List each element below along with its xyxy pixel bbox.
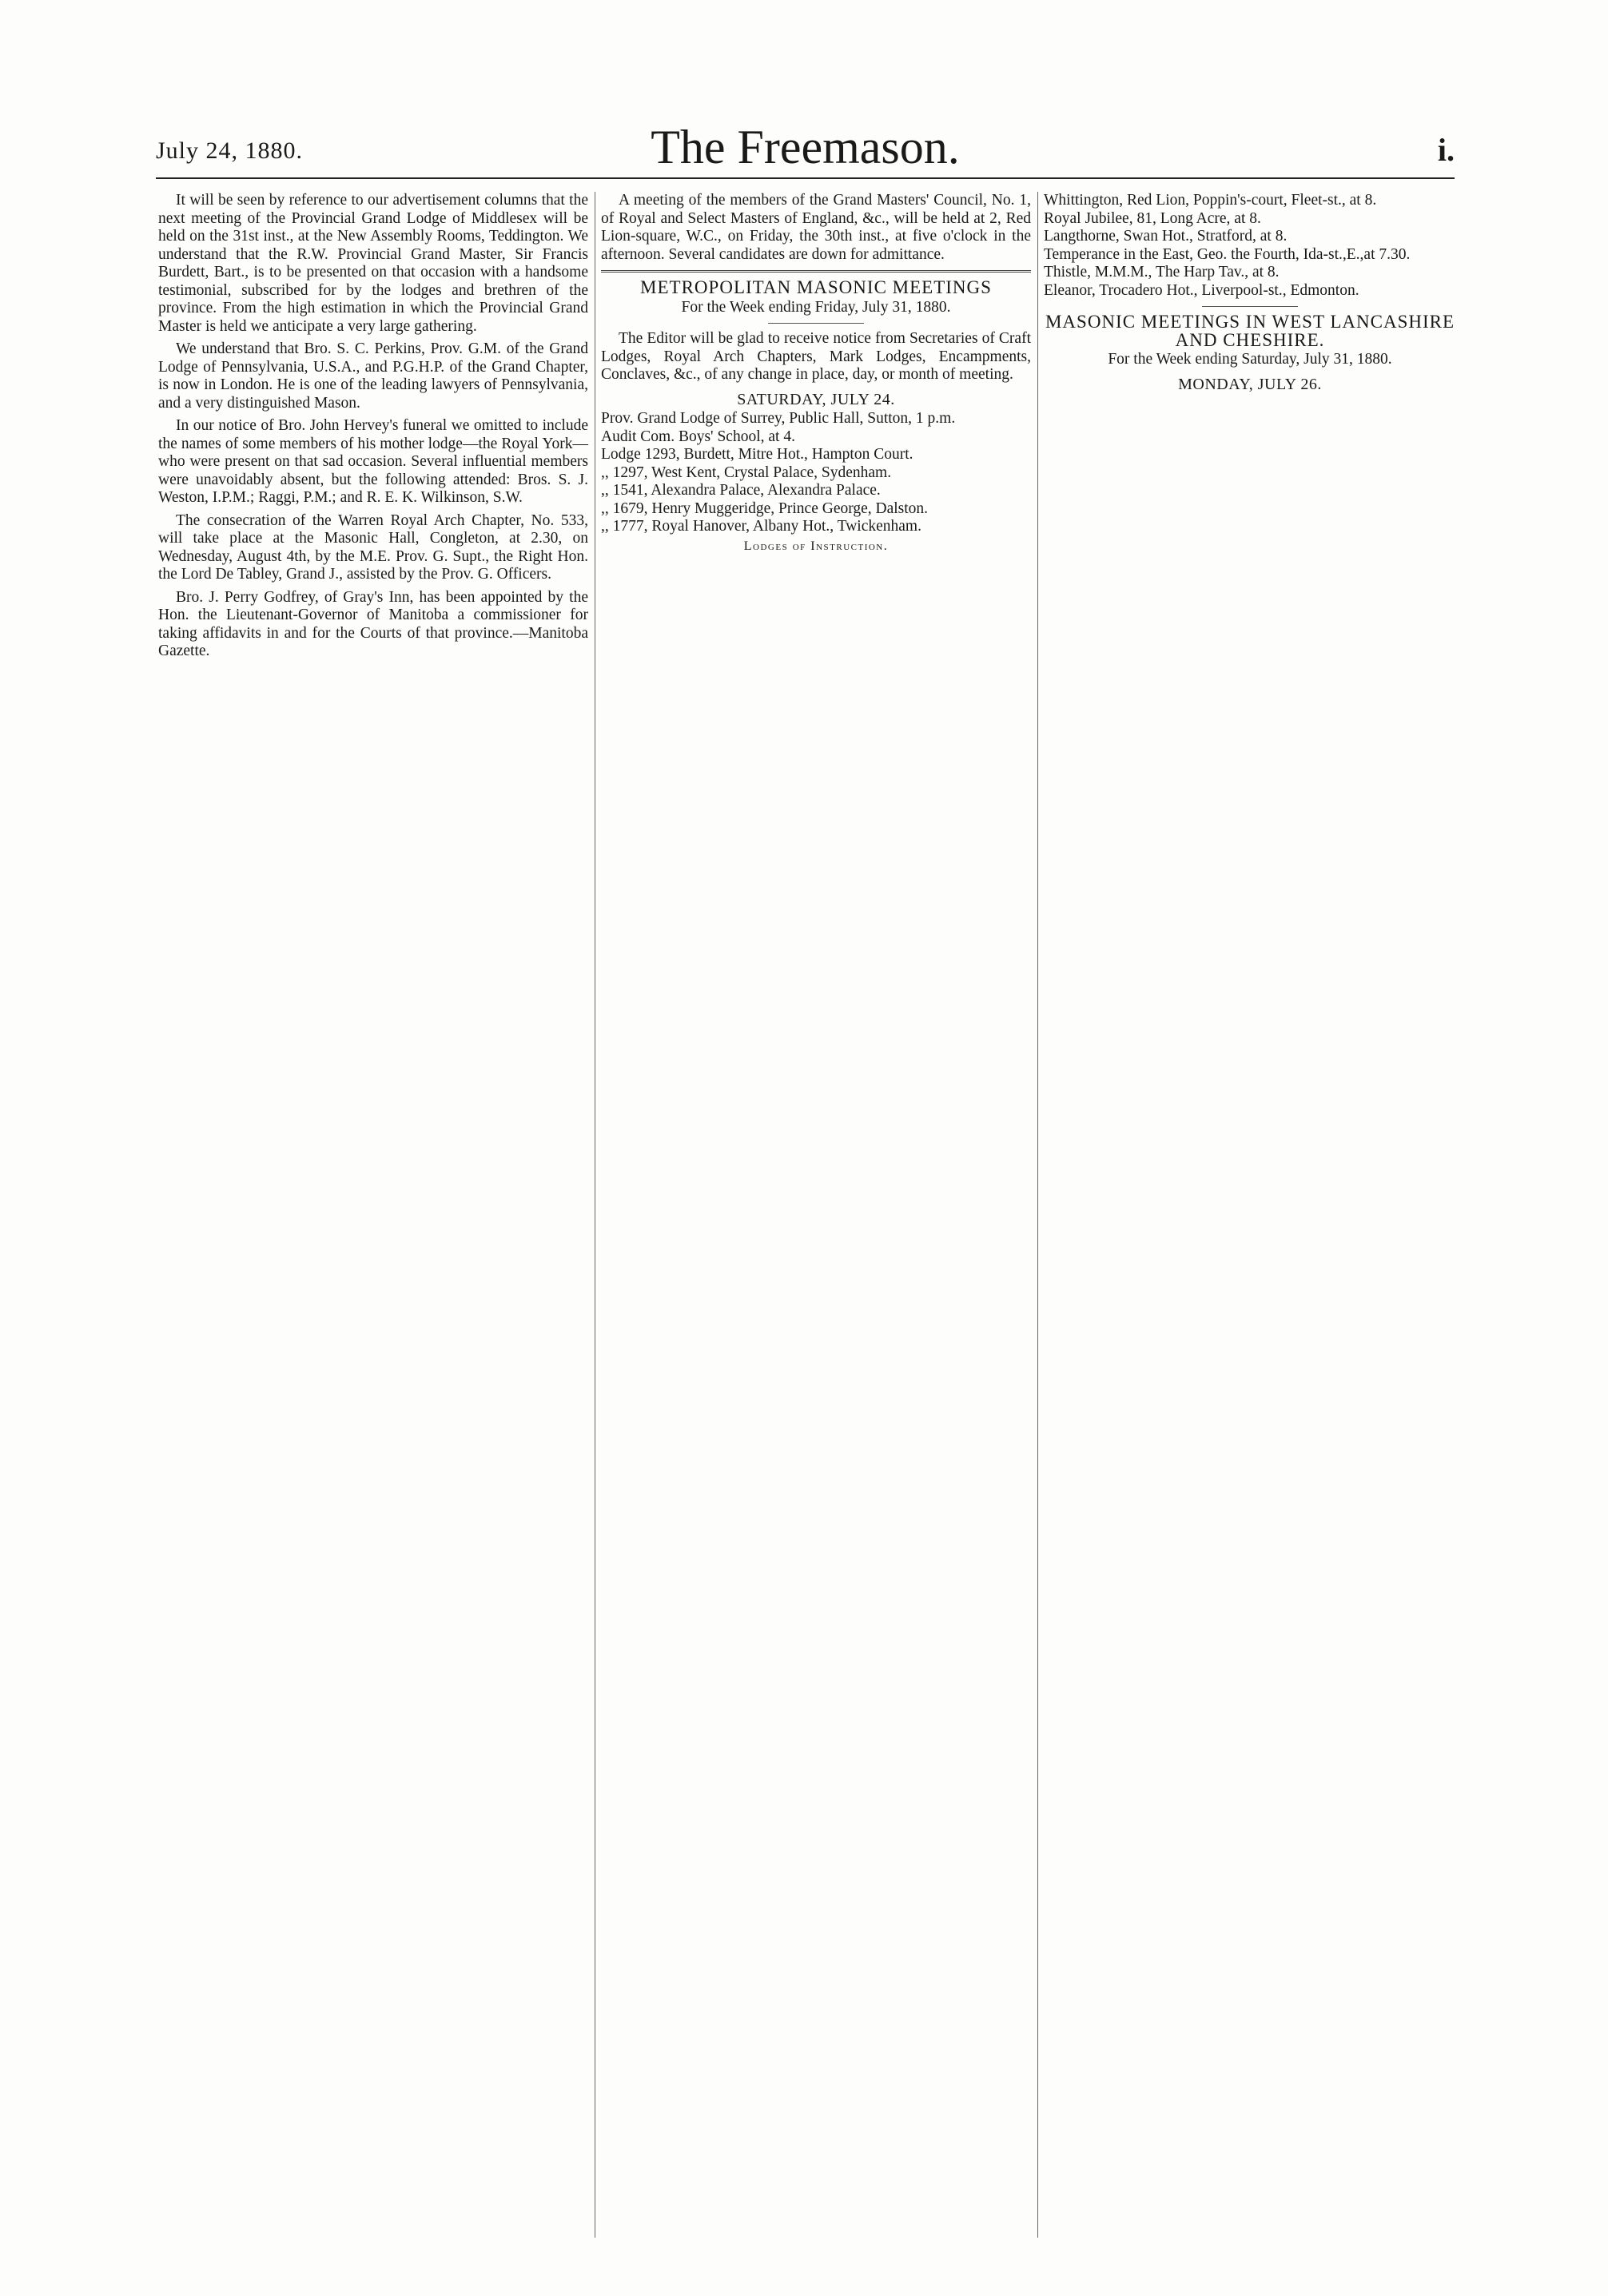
meeting-list — [1044, 192, 1456, 300]
meeting-list — [601, 410, 1031, 536]
list-item: ,, 1777, Royal Hanover, Albany Hot., Twickenham. — [601, 518, 921, 535]
news-paragraph: We understand that Bro. S. C. Perkins, Prov. G.M. of the Grand Lodge of Pennsylvania, U.S.A., and P.G.H.P. of the Grand Chapter, is now in London. He is one of the leading lawyers of Pennsylvania, and a very distinguished Mason. — [158, 340, 588, 412]
news-paragraph: In our notice of Bro. John Hervey's funeral we omitted to include the names of some members of his mother lodge—the Royal York—who were present on that sad occasion. Several influential members were unavoidably absent, but the following attended: Bros. S. J. Weston, I.P.M.; Raggi, P.M.; and R. E. K. Wilkinson, S.W. — [158, 417, 588, 506]
list-item: Audit Com. Boys' School, at 4. — [601, 428, 795, 445]
list-item: Whittington, Red Lion, Poppin's-court, Fleet-st., at 8. — [1044, 192, 1377, 209]
news-paragraph: Bro. J. Perry Godfrey, of Gray's Inn, has been appointed by the Hon. the Lieutenant-Governor of Manitoba a commissioner for taking affidavits in and for the Courts of that province.—Manitoba Gazette. — [158, 588, 588, 659]
list-item: ,, 1541, Alexandra Palace, Alexandra Palace. — [601, 482, 881, 499]
list-item: Prov. Grand Lodge of Surrey, Public Hall, Sutton, 1 p.m. — [601, 410, 956, 427]
list-item: ,, 1679, Henry Muggeridge, Prince George, Dalston. — [601, 499, 929, 517]
masthead-rule — [156, 177, 1455, 179]
section-rule — [601, 270, 1031, 273]
list-item: Temperance in the East, Geo. the Fourth, Ida-st.,E.,at 7.30. — [1044, 245, 1411, 263]
column-one — [158, 192, 588, 666]
list-item: ,, 1297, West Kent, Crystal Palace, Sydenham. — [601, 464, 892, 481]
column-three — [1044, 192, 1456, 395]
news-paragraph: A meeting of the members of the Grand Masters' Council, No. 1, of Royal and Select Masters of England, &c., will be held at 2, Red Lion-square, W.C., on Friday, the 30th inst., at five o'clock in the afternoon. Several candidates are down for admittance. — [601, 192, 1031, 263]
day-heading: SATURDAY, JULY 24. — [737, 390, 895, 408]
day-heading: MONDAY, JULY 26. — [1178, 375, 1322, 393]
section-subheading: For the Week ending Friday, July 31, 1880. — [681, 298, 951, 316]
issue-date: July 24, 1880. — [156, 137, 304, 164]
news-paragraph: The consecration of the Warren Royal Arch Chapter, No. 533, will take place at the Masonic Hall, Congleton, at 2.30, on Wednesday, August 4th, by the M.E. Prov. G. Supt., the Right Hon. the Lord De Tabley, Grand J., assisted by the Prov. G. Officers. — [158, 511, 588, 583]
section-subheading: For the Week ending Saturday, July 31, 1880. — [1108, 351, 1392, 368]
masthead — [156, 120, 1455, 176]
section-heading: MASONIC MEETINGS IN WEST LANCASHIRE AND CHESHIRE. — [1045, 312, 1455, 350]
list-item: Lodge 1293, Burdett, Mitre Hot., Hampton Court. — [601, 446, 913, 463]
section-heading: METROPOLITAN MASONIC MEETINGS — [640, 277, 992, 297]
column-divider — [1037, 192, 1038, 2238]
list-item: Langthorne, Swan Hot., Stratford, at 8. — [1044, 228, 1288, 245]
short-rule — [768, 323, 864, 324]
column-two — [601, 192, 1031, 557]
short-rule — [1202, 306, 1298, 307]
instruction-label: Lodges of Instruction. — [743, 539, 889, 553]
news-paragraph: It will be seen by reference to our advertisement columns that the next meeting of the Provincial Grand Lodge of Middlesex will be held on the 31st inst., at the New Assembly Rooms, Teddington. We understand that the R.W. Provincial Grand Master, Sir Francis Burdett, Bart., is to be presented on that occasion with a handsome testimonial, subscribed for by the lodges and brethren of the province. From the high estimation in which the Provincial Grand Master is held we anticipate a very large gathering. — [158, 192, 588, 335]
page-number: i. — [1437, 132, 1455, 168]
newspaper-title: The Freemason. — [651, 121, 960, 173]
list-item: Thistle, M.M.M., The Harp Tav., at 8. — [1044, 264, 1280, 281]
list-item: Eleanor, Trocadero Hot., Liverpool-st., Edmonton. — [1044, 281, 1359, 299]
list-item: Royal Jubilee, 81, Long Acre, at 8. — [1044, 209, 1261, 227]
editor-note: The Editor will be glad to receive notice from Secretaries of Craft Lodges, Royal Arch Chapters, Mark Lodges, Encampments, Conclaves, &c., of any change in place, day, or month of meeting. — [601, 330, 1031, 383]
